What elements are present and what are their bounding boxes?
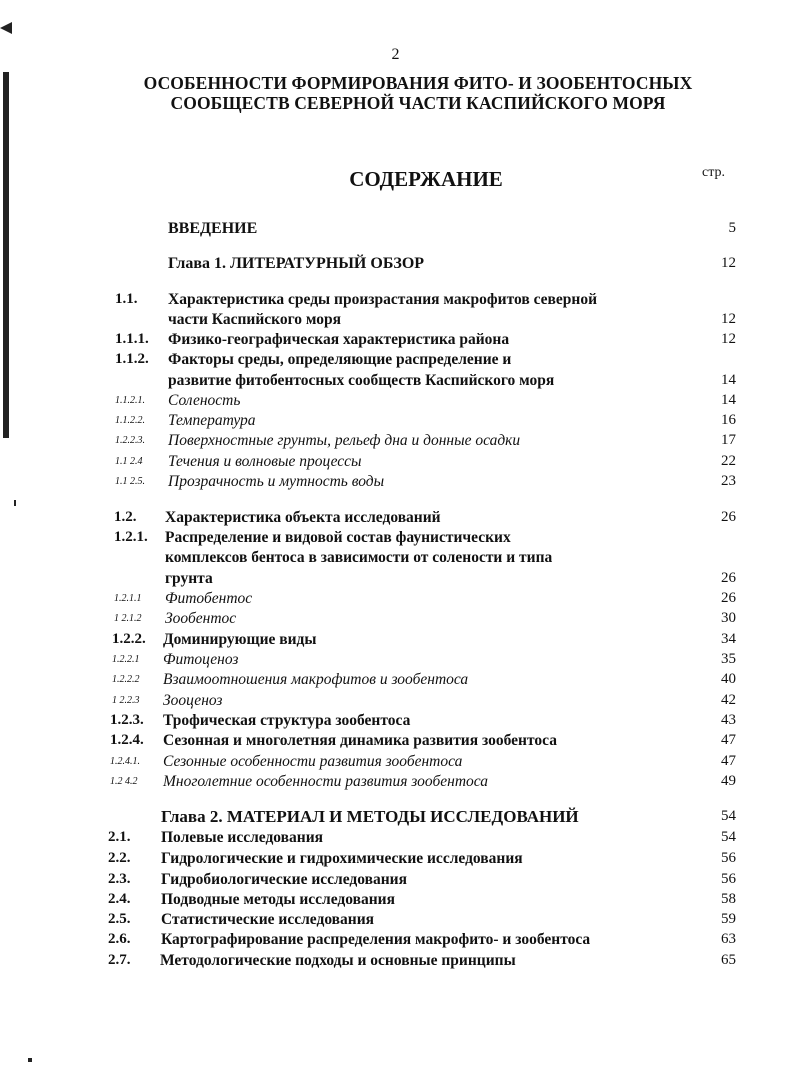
toc-entry: 2.6. Картографирование распределения макрофито- и зообентоса 63 [108,931,736,948]
toc-entry: 1.2 4.2 Многолетние особенности развития зообентоса 49 [110,773,736,790]
toc-entry: части Каспийского моря 12 [168,311,736,328]
toc-entry: 1.1.2.2. Температура 16 [115,412,736,429]
toc-entry: 1 2.1.2 Зообентос 30 [114,610,736,627]
toc-entry: 2.1. Полевые исследования 54 [108,829,736,846]
toc-entry: 1.2.4.1. Сезонные особенности развития зообентоса 47 [110,753,736,770]
toc-entry: 1 2.2.3 Зооценоз 42 [112,692,736,709]
document-title-line1: ОСОБЕННОСТИ ФОРМИРОВАНИЯ ФИТО- И ЗООБЕНТОСНЫХ [143,73,693,93]
scan-artifact-top [0,22,12,34]
toc-entry: 1.2.2.2 Взаимоотношения макрофитов и зообентоса 40 [112,671,736,688]
toc-entry: ВВЕДЕНИЕ 5 [168,220,736,237]
toc-entry: 1.2.2.1 Фитоценоз 35 [112,651,736,668]
page-number: 2 [391,46,400,63]
scan-artifact-bottom [28,1058,32,1062]
toc-entry: 1.1.1. Физико-географическая характеристика района 12 [115,331,736,348]
toc-entry: 1.2.1.1 Фитобентос 26 [114,590,736,607]
toc-entry: 2.3. Гидробиологические исследования 56 [108,871,736,888]
toc-entry: 1.1 2.4 Течения и волновые процессы 22 [115,453,736,470]
contents-heading: СОДЕРЖАНИЕ [349,167,503,191]
toc-entry: 1.2. Характеристика объекта исследований 26 [114,509,736,526]
toc-entry: 1.2.2. Доминирующие виды 34 [112,631,736,648]
toc-entry: 2.2. Гидрологические и гидрохимические исследования 56 [108,850,736,867]
toc-entry: 1.1. Характеристика среды произрастания макрофитов северной [115,291,598,308]
toc-entry: 1.1.2.1. Соленость 14 [115,392,736,409]
page-column-heading: стр. [702,165,726,180]
toc-entry: 1.1 2.5. Прозрачность и мутность воды 23 [115,473,736,490]
toc-entry: комплексов бентоса в зависимости от солености и типа [165,549,553,566]
toc-entry: 2.5. Статистические исследования 59 [108,911,736,928]
toc-entry: развитие фитобентосных сообществ Каспийского моря 14 [168,372,736,389]
toc-entry: 1.2.2.3. Поверхностные грунты, рельеф дна и донные осадки 17 [115,432,736,449]
document-title-line2: СООБЩЕСТВ СЕВЕРНОЙ ЧАСТИ КАСПИЙСКОГО МОРЯ [170,93,666,113]
toc-entry: Глава 1. ЛИТЕРАТУРНЫЙ ОБЗОР 12 [168,255,736,272]
toc-entry: грунта 26 [165,570,736,587]
toc-entry: 2.7. Методологические подходы и основные принципы 65 [108,952,736,969]
toc-entry: 2.4. Подводные методы исследования 58 [108,891,736,908]
toc-entry: Глава 2. МАТЕРИАЛ И МЕТОДЫ ИССЛЕДОВАНИЙ 54 [161,807,736,826]
toc-entry: 1.1.2. Факторы среды, определяющие распределение и [115,351,512,368]
scan-artifact-dot [14,500,16,506]
toc-entry: 1.2.1. Распределение и видовой состав фаунистических [114,529,511,546]
toc-entry: 1.2.4. Сезонная и многолетняя динамика развития зообентоса 47 [110,732,736,749]
toc-entry: 1.2.3. Трофическая структура зообентоса 43 [110,712,736,729]
